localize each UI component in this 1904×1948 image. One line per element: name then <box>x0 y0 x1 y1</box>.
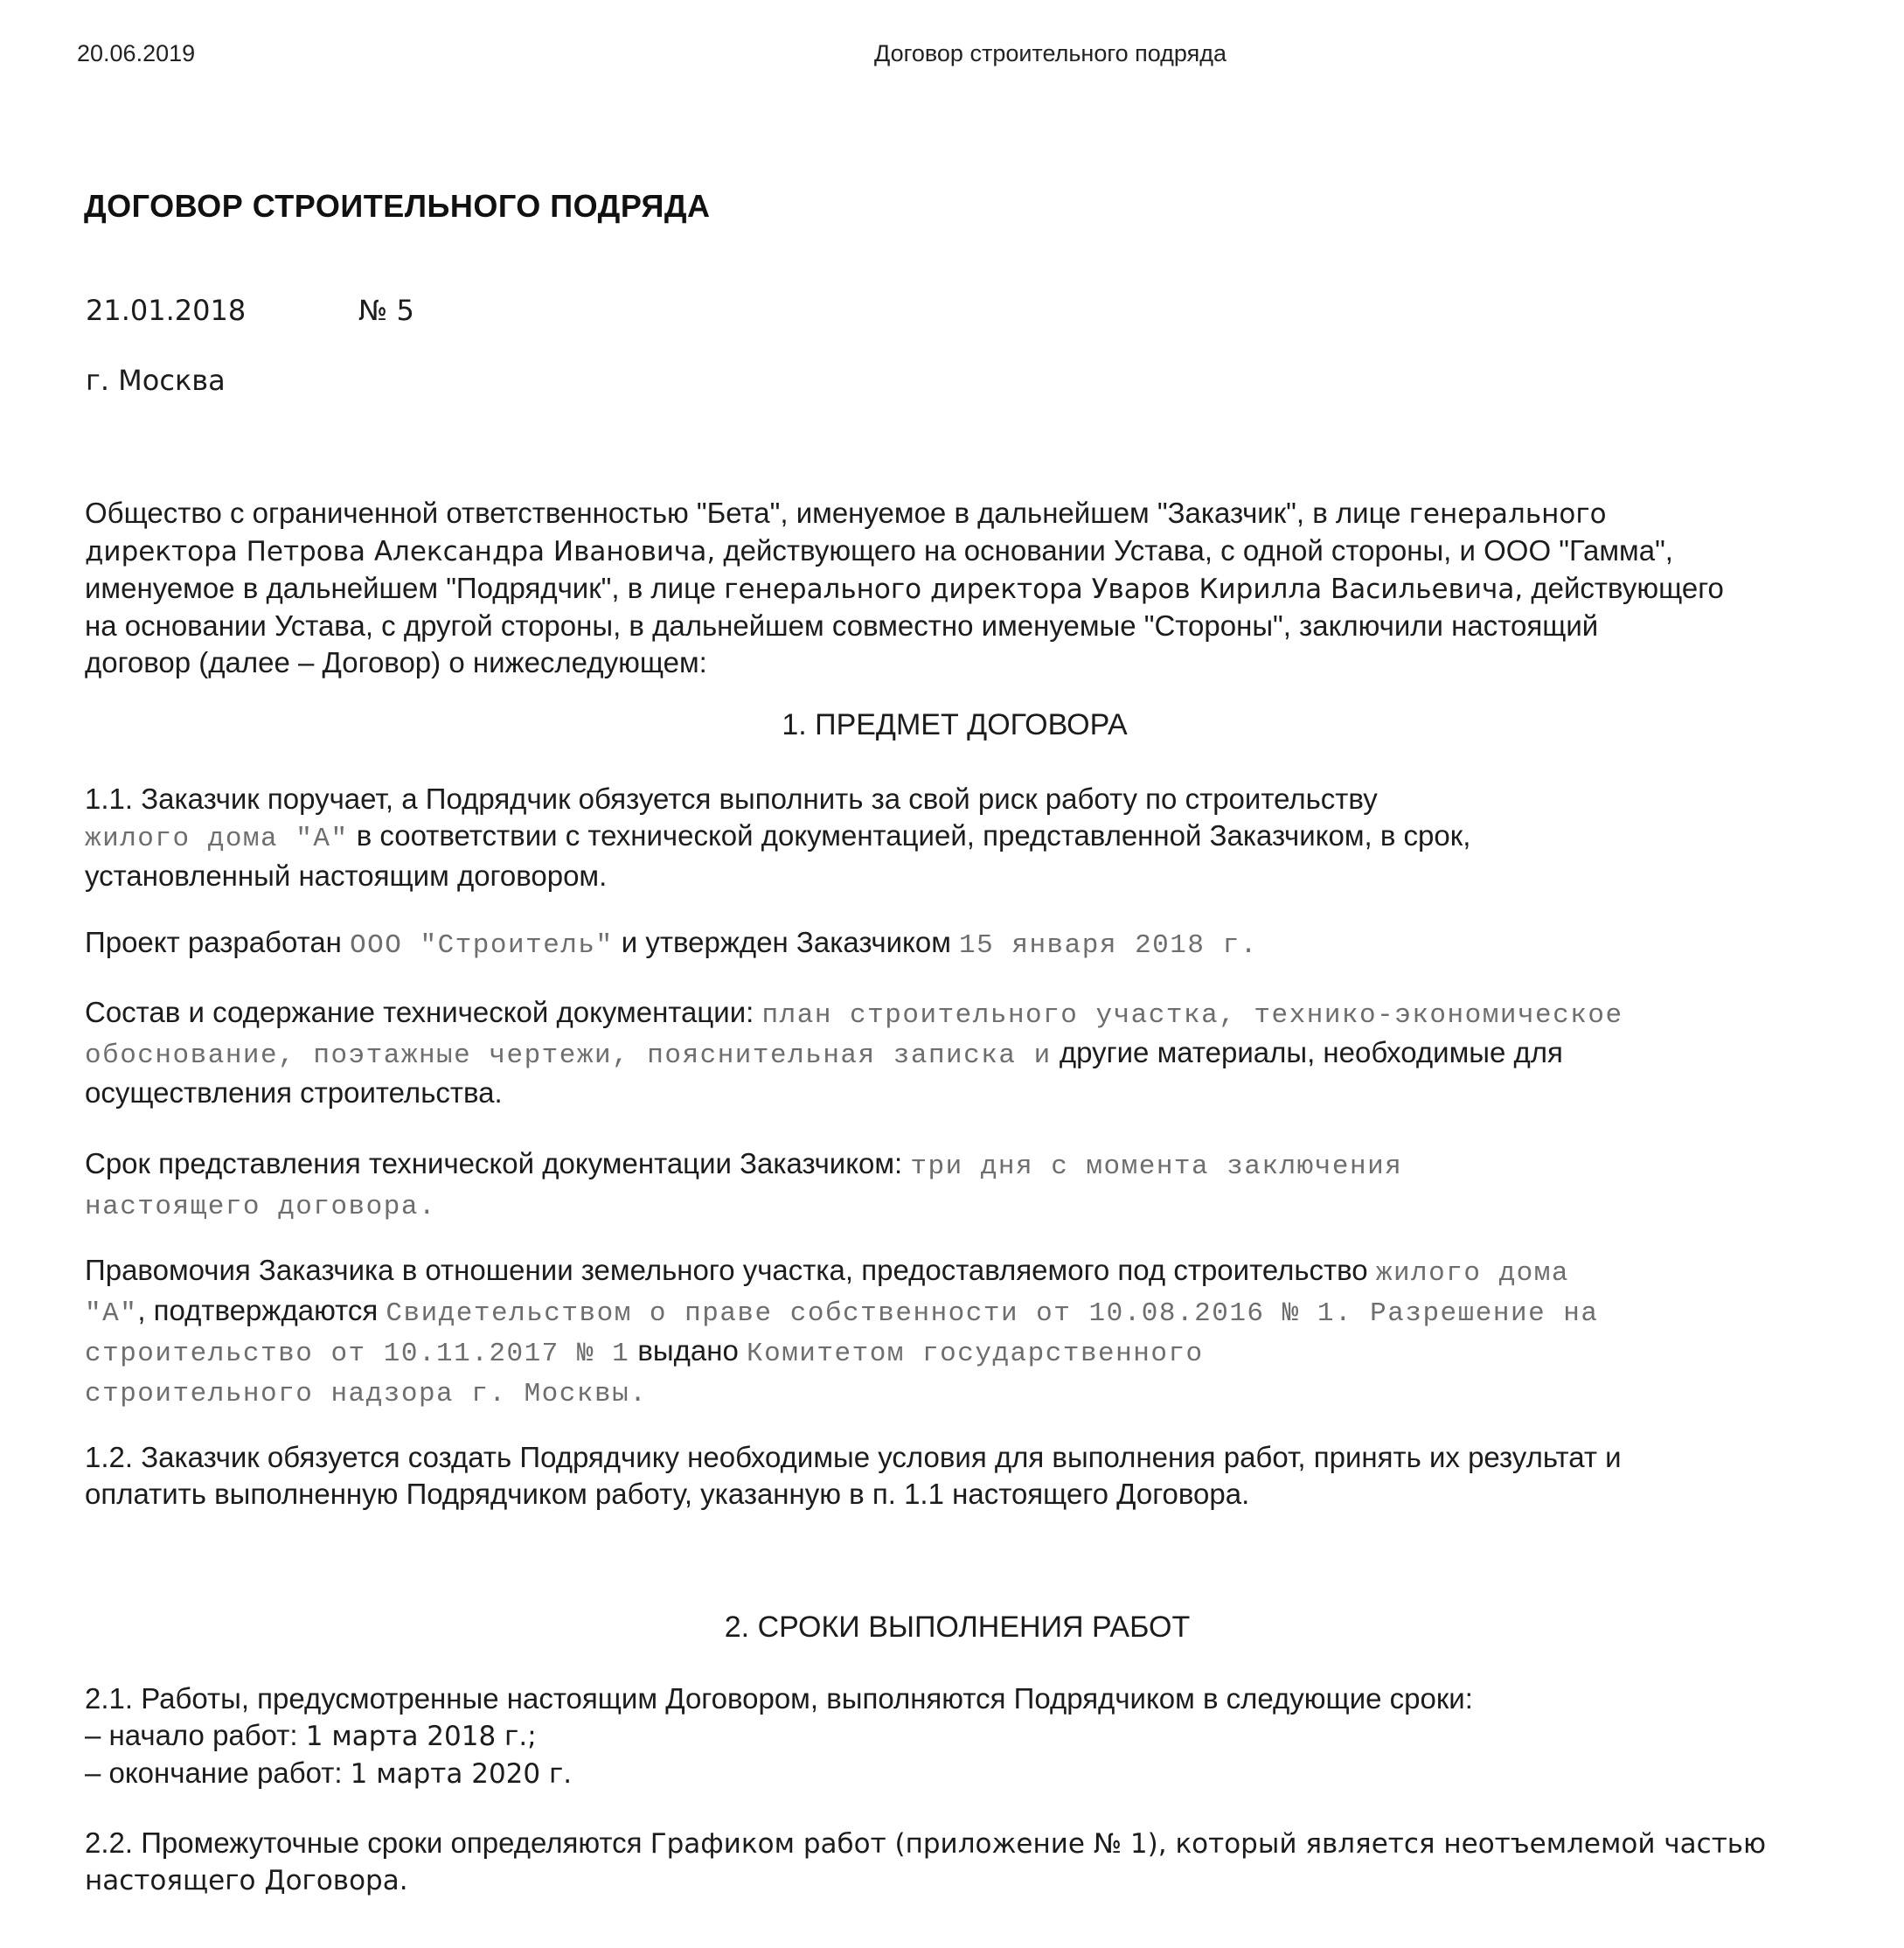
clause-1-2: 1.2. Заказчик обязуется создать Подрядчику необходимые условия для выполнения работ, принять их результат и оплатить выполненную Подрядчиком работу, указанную в п. 1.1 настоящего Договора. <box>85 1441 1622 1510</box>
clause-2-2: 2.2. Промежуточные сроки определяются Графиком работ (приложение № 1), который является неотъемлемой частью настоящего Договора. <box>85 1826 1767 1896</box>
project-paragraph: Проект разработан ООО "Строитель" и утвержден Заказчиком 15 января 2018 г. <box>85 926 1258 961</box>
document-title: ДОГОВОР СТРОИТЕЛЬНОГО ПОДРЯДА <box>84 188 711 224</box>
contract-city: г. Москва <box>86 364 226 397</box>
page-header-title: Договор строительного подряда <box>874 40 1227 66</box>
clause-1-1: 1.1. Заказчик поручает, а Подрядчик обязуется выполнить за свой риск работу по строительству жилого дома "А" в соответствии с технической документацией, представленной Заказчиком, в срок, установленный настоящим договором. <box>85 783 1471 892</box>
page-header-date: 20.06.2019 <box>77 40 196 66</box>
section-1-heading: 1. ПРЕДМЕТ ДОГОВОРА <box>782 708 1128 741</box>
section-2-heading: 2. СРОКИ ВЫПОЛНЕНИЯ РАБОТ <box>724 1611 1191 1644</box>
land-rights-paragraph: Правомочия Заказчика в отношении земельного участка, предоставляемого под строительство жилого дома "А", подтверждаются Свидетельством о праве собственности от 10.08.2016 № 1. Разрешение на строительство от 10.11.2017 № 1 выдано Комитетом государственного строительного надзора г. Москвы. <box>85 1254 1599 1409</box>
contract-date: 21.01.2018 <box>86 294 247 327</box>
preamble-paragraph: Общество с ограниченной ответственностью "Бета", именуемое в дальнейшем "Заказчик", в лице генерального директора Петрова Александра Ивановича, действующего на основании Устава, с одной стороны, и ООО "Гамма", именуемое в дальнейшем "Подрядчик", в лице генерального директора Уваров Кирилла Васильевича, действующего на основании Устава, с другой стороны, в дальнейшем совместно именуемые "Стороны", заключили настоящий договор (далее – Договор) о нижеследующем: <box>85 497 1724 678</box>
documentation-term-paragraph: Срок представления технической документации Заказчиком: три дня с момента заключения настоящего договора. <box>85 1147 1403 1222</box>
documentation-paragraph: Состав и содержание технической документации: план строительного участка, технико-экономическое обоснование, поэтажные чертежи, пояснительная записка и другие материалы, необходимые для осуществления строительства. <box>85 996 1623 1109</box>
contract-number: № 5 <box>358 294 414 327</box>
clause-2-1: 2.1. Работы, предусмотренные настоящим Договором, выполняются Подрядчиком в следующие сроки: – начало работ: 1 марта 2018 г.; – окончание работ: 1 марта 2020 г. <box>85 1682 1473 1790</box>
